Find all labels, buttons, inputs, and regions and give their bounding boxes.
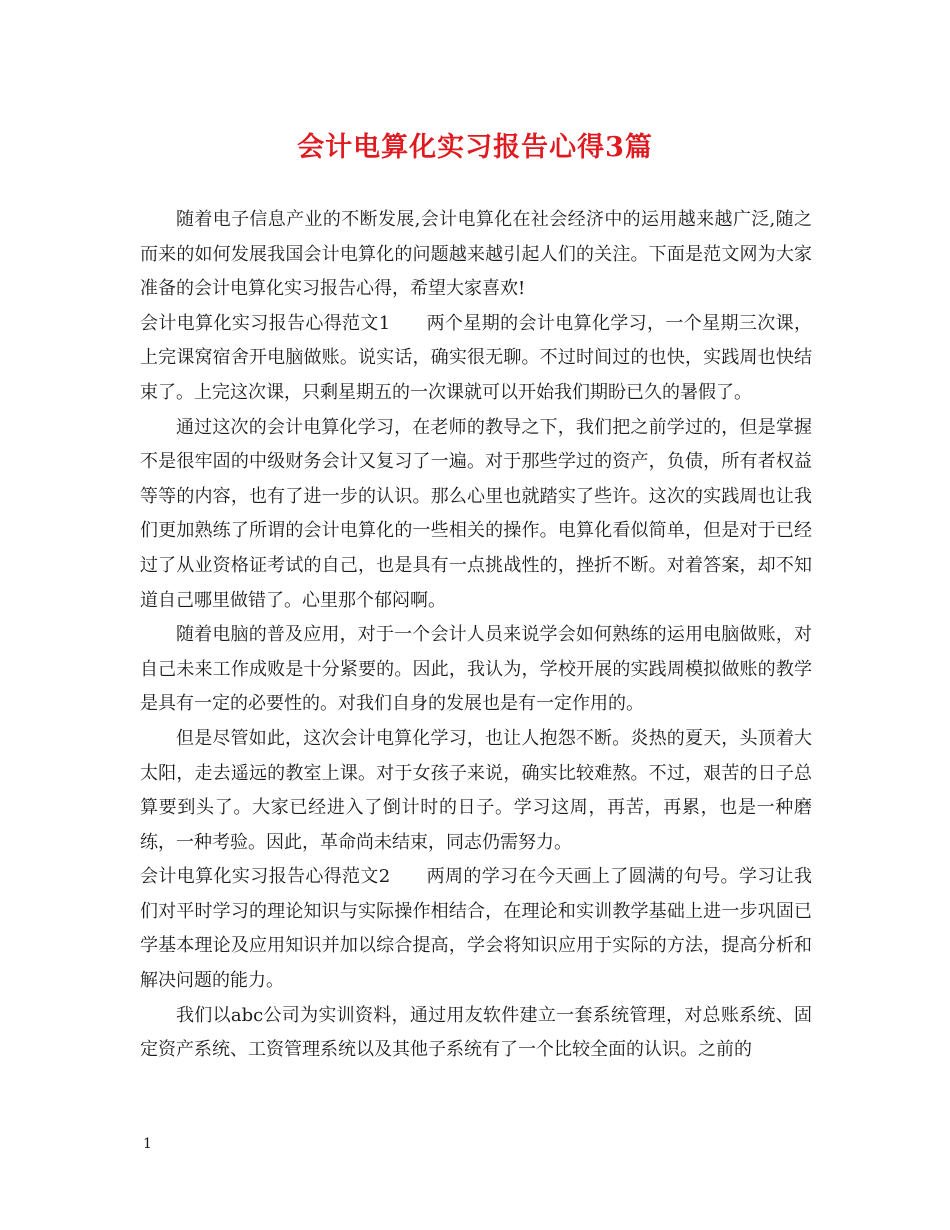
- section-1-lead: 两个星期的会计电算化学习，一个星期三次课，上完课窝宿舍开电脑做账。说实话，确实很无聊。不过时间过的也快，实践周也快结束了。上完这次课，只剩星期五的一次课就可以开始我们期盼已久的暑假了。: [140, 312, 812, 403]
- section-2-paragraph: [140, 860, 812, 998]
- section-2-lead: 两周的学习在今天画上了圆满的句号。学习让我们对平时学习的理论知识与实际操作相结合，在理论和实训教学基础上进一步巩固已学基本理论及应用知识并加以综合提高，学会将知识应用于实际的方法，提高分析和解决问题的能力。: [140, 866, 812, 992]
- section-1-heading: 会计电算化实习报告心得范文1: [140, 312, 391, 334]
- intro-paragraph: 随着电子信息产业的不断发展,会计电算化在社会经济中的运用越来越广泛,随之而来的如何发展我国会计电算化的问题越来越引起人们的关注。下面是范文网为大家准备的会计电算化实习报告心得，希望大家喜欢!: [140, 209, 812, 300]
- section-2-paragraph-1: 我们以abc公司为实训资料，通过用友软件建立一套系统管理，对总账系统、固定资产系统、工资管理系统以及其他子系统有了一个比较全面的认识。之前的: [140, 1004, 812, 1061]
- section-1-paragraph-3: 但是尽管如此，这次会计电算化学习，也让人抱怨不断。炎热的夏天，头顶着大太阳，走去遥远的教室上课。对于女孩子来说，确实比较难熬。不过，艰苦的日子总算要到头了。大家已经进入了倒计时的日子。学习这周，再苦，再累，也是一种磨练，一种考验。因此，革命尚未结束，同志仍需努力。: [140, 727, 812, 853]
- section-2-heading: 会计电算化实习报告心得范文2: [140, 866, 391, 888]
- document-body: [140, 203, 812, 1068]
- document-title: 会计电算化实习报告心得3篇: [297, 132, 653, 163]
- section-1-paragraph: [140, 307, 812, 411]
- section-1-paragraph-2: 随着电脑的普及应用，对于一个会计人员来说学会如何熟练的运用电脑做账，对自己未来工作成败是十分紧要的。因此，我认为，学校开展的实践周模拟做账的教学是具有一定的必要性的。对我们自身的发展也是有一定作用的。: [140, 624, 812, 715]
- page-number: 1: [143, 1136, 152, 1152]
- section-1-paragraph-1: 通过这次的会计电算化学习，在老师的教导之下，我们把之前学过的，但是掌握不是很牢固的中级财务会计又复习了一遍。对于那些学过的资产，负债，所有者权益等等的内容，也有了进一步的认识。那么心里也就踏实了些许。这次的实践周也让我们更加熟练了所谓的会计电算化的一些相关的操作。电算化看似简单，但是对于已经过了从业资格证考试的自己，也是具有一点挑战性的，挫折不断。对着答案，却不知道自己哪里做错了。心里那个郁闷啊。: [140, 416, 812, 611]
